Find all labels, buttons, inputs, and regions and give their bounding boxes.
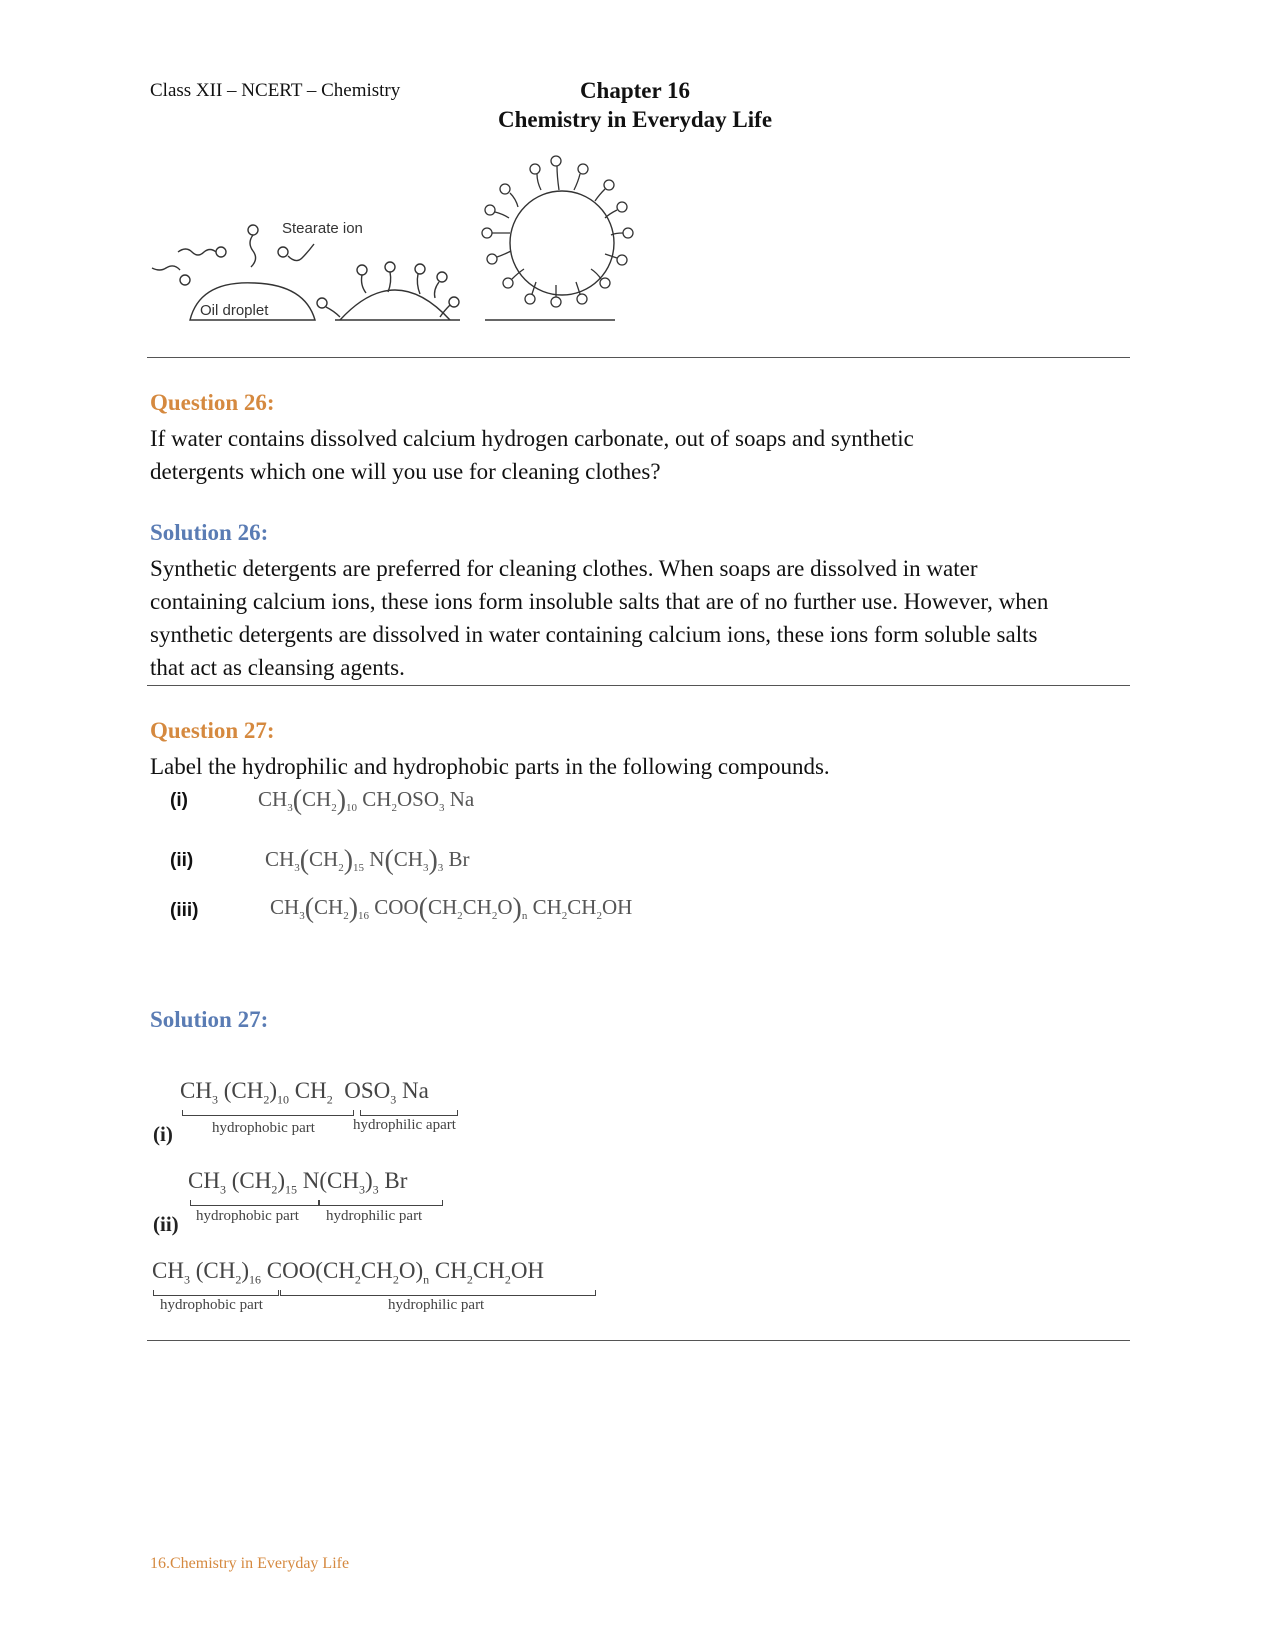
hydrophilic-label: hydrophilic apart — [353, 1117, 456, 1133]
stearate-ion-tail — [152, 266, 180, 270]
hydrophilic-brace — [280, 1290, 596, 1296]
divider — [147, 357, 1130, 358]
chapter-number: Chapter 16 — [579, 78, 691, 103]
compound-iii-formula: $CH_3(CH_2)_{16}$ $COO(CH_2CH_2O)_n$ $CH_2CH_2OH$ — [270, 893, 633, 924]
chapter-heading — [470, 76, 800, 134]
hydrophobic-brace — [153, 1290, 279, 1296]
compound-ii-formula: $CH_3(CH_2)_{15}$ $N(CH_3)_3$ Br — [265, 845, 470, 876]
hydrophobic-label: hydrophobic part — [160, 1297, 263, 1313]
hydrophilic-brace — [319, 1200, 443, 1206]
stearate-ion-head — [248, 225, 258, 235]
oil-droplet-label: Oil droplet — [200, 302, 269, 319]
solution-i-label: (i) — [153, 1122, 173, 1146]
question-27-heading: Question 27: — [150, 718, 275, 743]
stearate-label: Stearate ion — [282, 220, 363, 237]
stearate-ion-tail — [288, 244, 314, 261]
stearate-ion-head — [278, 247, 288, 257]
hydrophobic-label: hydrophobic part — [196, 1208, 299, 1224]
compound-ii-label: (ii) — [170, 850, 194, 871]
hydrophilic-brace — [360, 1110, 458, 1116]
stearate-ion-tail — [250, 235, 256, 267]
solution-ii-label: (ii) — [153, 1212, 179, 1236]
stearate-ion-head — [180, 275, 190, 285]
divider — [147, 685, 1130, 686]
footer: 16.Chemistry in Everyday Life — [150, 1555, 350, 1572]
compound-i-formula: $CH_3(CH_2)_{10}$ $CH_2OSO_3$ Na — [258, 785, 475, 816]
micelle-figure — [150, 155, 670, 345]
solution-ii-formula: $CH_3$ $(CH_2)_{15}$ $N(CH_3)_3$ Br — [188, 1168, 408, 1197]
micelle-heads — [482, 156, 633, 307]
question-27-text: Label the hydrophilic and hydrophobic parts in the following compounds. — [150, 754, 830, 779]
compound-iii-label: (iii) — [170, 900, 199, 921]
compound-i-label: (i) — [170, 790, 188, 811]
chapter-title: Chemistry in Everyday Life — [497, 107, 773, 132]
question-26-text: If water contains dissolved calcium hydrogen carbonate, out of soaps and synthetic detergents which one will you use for cleaning clothes? — [150, 426, 914, 484]
droplet-surface — [340, 290, 450, 320]
hydrophobic-brace — [182, 1110, 354, 1116]
divider — [147, 1340, 1130, 1341]
hydrophobic-brace — [190, 1200, 319, 1206]
hydrophilic-label: hydrophilic part — [326, 1208, 423, 1224]
class-line: Class XII – NCERT – Chemistry — [150, 80, 401, 101]
stearate-ion-tail — [178, 249, 216, 255]
solution-26-heading: Solution 26: — [150, 520, 269, 545]
solution-iii-formula: $CH_3$ $(CH_2)_{16}$ $COO(CH_2CH_2O)_n$ $CH_2CH_2OH$ — [152, 1258, 545, 1287]
question-26-heading: Question 26: — [150, 390, 275, 415]
stearate-ion-head — [216, 247, 226, 257]
solution-27-heading: Solution 27: — [150, 1007, 269, 1032]
micelle-core — [510, 191, 614, 295]
solution-26-text: Synthetic detergents are preferred for cleaning clothes. When soaps are dissolved in water containing calcium ions, these ions form insoluble salts that are of no further use. However, when synthetic detergents are dissolved in water containing calcium ions, these ions form soluble salts that act as cleansing agents. — [150, 556, 1049, 680]
hydrophobic-label: hydrophobic part — [212, 1120, 315, 1136]
solution-i-formula: $CH_3$ $(CH_2)_{10}$ $CH_2$ $OSO_3$ Na — [180, 1078, 429, 1107]
hydrophilic-label: hydrophilic part — [388, 1297, 485, 1313]
